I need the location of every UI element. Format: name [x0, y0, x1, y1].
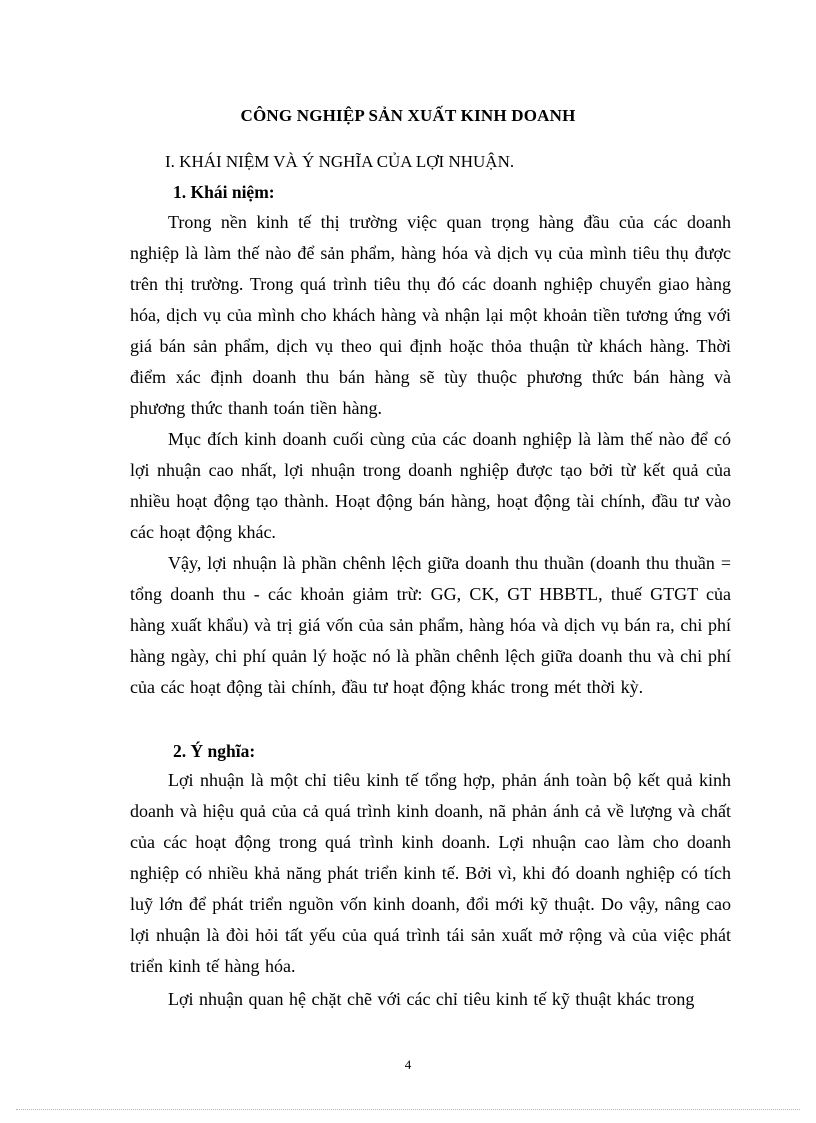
paragraph-2: Mục đích kinh doanh cuối cùng của các doanh nghiệp là làm thế nào để có lợi nhuận cao nhất, lợi nhuận trong doanh nghiệp được tạo bởi từ kết quả của nhiều hoạt động tạo thành. Hoạt động bán hàng, hoạt động tài chính, đầu tư vào các hoạt động khác.	[130, 429, 731, 542]
document-title: CÔNG NGHIỆP SẢN XUẤT KINH DOANH	[240, 106, 576, 125]
section-heading: I. KHÁI NIỆM VÀ Ý NGHĨA CỦA LỢI NHUẬN.	[165, 152, 515, 171]
paragraph-5: Lợi nhuận quan hệ chặt chẽ với các chỉ tiêu kinh tế kỹ thuật khác trong	[168, 989, 695, 1009]
page-number: 4	[404, 1057, 412, 1072]
paragraph-4: Lợi nhuận là một chỉ tiêu kinh tế tổng hợp, phản ánh toàn bộ kết quả kinh doanh và hiệu quả của cả quá trình kinh doanh, nã phản ánh cả về lượng và chất của các hoạt động trong quá trình kinh doanh. Lợi nhuận cao làm cho doanh nghiệp có nhiều khả năng phát triển kinh tế. Bởi vì, khi đó doanh nghiệp có tích luỹ lớn để phát triển nguồn vốn kinh doanh, đổi mới kỹ thuật. Do vậy, nâng cao lợi nhuận là đòi hỏi tất yếu của quá trình tái sản xuất mở rộng và của việc phát triển kinh tế hàng hóa.	[130, 770, 731, 976]
subsection-heading-concept: 1. Khái niệm:	[173, 182, 275, 202]
page-bottom-divider	[16, 1109, 800, 1110]
subsection-heading-meaning: 2. Ý nghĩa:	[173, 741, 256, 761]
paragraph-1: Trong nền kinh tế thị trường việc quan trọng hàng đầu của các doanh nghiệp là làm thế nào để sản phẩm, hàng hóa và dịch vụ của mình tiêu thụ được trên thị trường. Trong quá trình tiêu thụ đó các doanh nghiệp chuyển giao hàng hóa, dịch vụ của mình cho khách hàng và nhận lại một khoản tiền tương ứng với giá bán sản phẩm, dịch vụ theo qui định hoặc thỏa thuận từ khách hàng. Thời điểm xác định doanh thu bán hàng sẽ tùy thuộc phương thức bán hàng và phương thức thanh toán tiền hàng.	[130, 212, 731, 418]
paragraph-3: Vậy, lợi nhuận là phần chênh lệch giữa doanh thu thuần (doanh thu thuần = tổng doanh thu - các khoản giảm trừ: GG, CK, GT HBBTL, thuế GTGT của hàng xuất khẩu) và trị giá vốn của sản phẩm, hàng hóa và dịch vụ bán ra, chi phí hàng ngày, chi phí quản lý hoặc nó là phần chênh lệch giữa doanh thu và chi phí của các hoạt động tài chính, đầu tư hoạt động khác trong mét thời kỳ.	[130, 553, 731, 697]
